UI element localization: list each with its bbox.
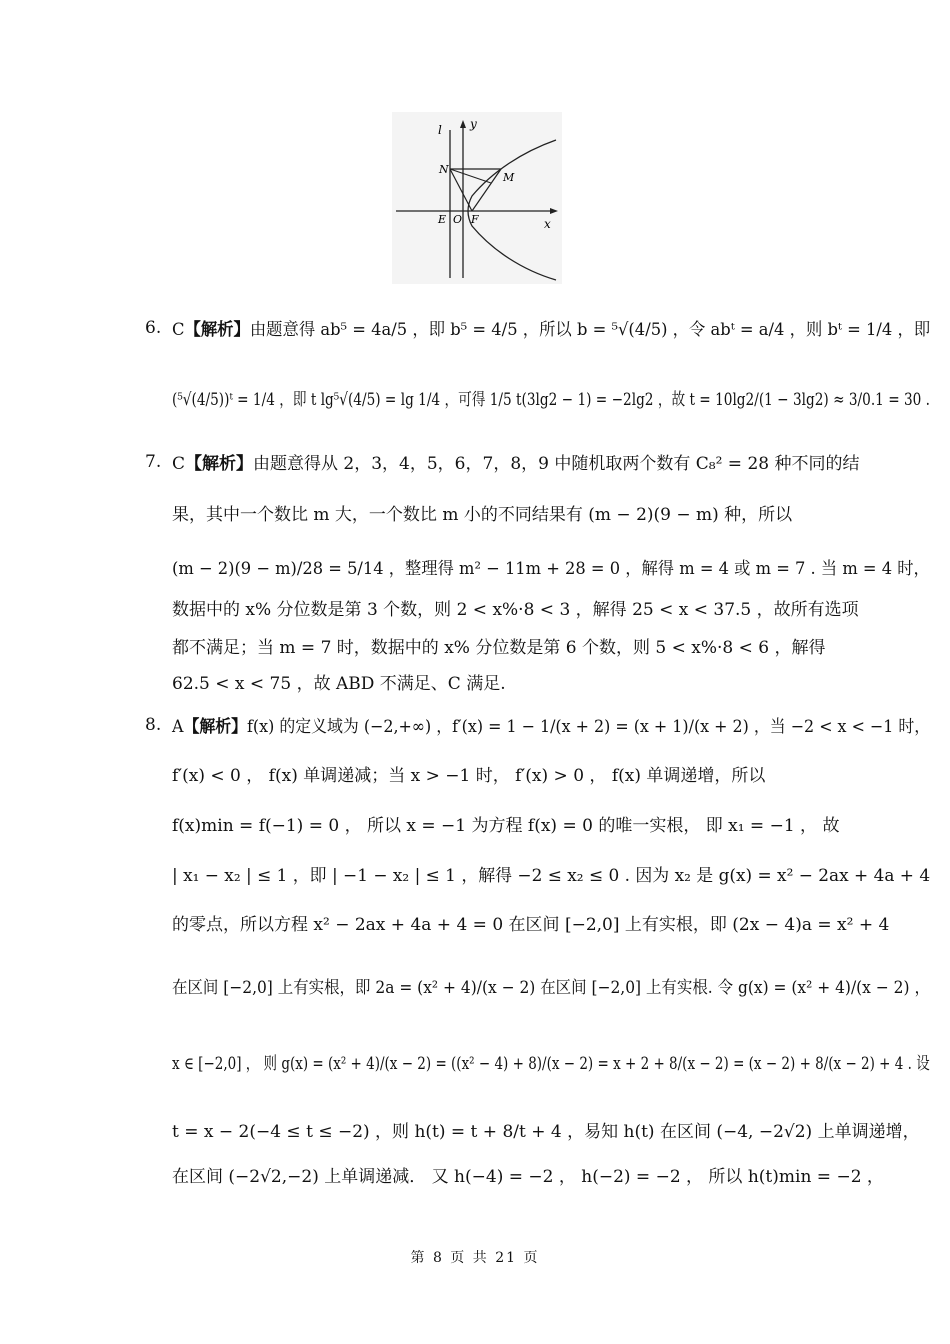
q8-line-3: f(x)min = f(−1) = 0 ， 所以 x = −1 为方程 f(x) = 0 的唯一实根， 即 x₁ = −1 ， 故 (172, 816, 840, 836)
q7-tag: 【解析】 (185, 454, 254, 474)
q6-tag: 【解析】 (184, 320, 250, 340)
q7-line-5: 都不满足；当 m = 7 时，数据中的 x% 分位数是第 6 个数，则 5 < x%·8 < 6 ，解得 (172, 638, 826, 658)
label-F: F (471, 213, 479, 226)
q7-answer: C (172, 454, 186, 474)
label-N: N (439, 163, 449, 176)
q8-line-1 (172, 715, 930, 739)
q6-line-2: (⁵√(4/5))ᵗ = 1/4 ，即 t lg⁵√(4/5) = lg 1/4 ，可得 1/5 t(3lg2 − 1) = −2lg2 ，故 t = 10lg2/(1 − 3lg2) ≈ 3/0.1 = 30 . (172, 390, 931, 410)
q8-line-7: x ∈ [−2,0] ， 则 g(x) = (x² + 4)/(x − 2) = ((x² − 4) + 8)/(x − 2) = x + 2 + 8/(x − 2) = (x − 2) + 8/(x − 2) + 4 . 设 (172, 1054, 930, 1074)
q7-line-2: 果，其中一个数比 m 大，一个数比 m 小的不同结果有 (m − 2)(9 − m) 种，所以 (172, 505, 793, 525)
q6-number: 6. (145, 318, 162, 338)
q8-tag: 【解析】 (183, 717, 248, 737)
q8-line-4: | x₁ − x₂ | ≤ 1 ，即 | −1 − x₂ | ≤ 1 ，解得 −2 ≤ x₂ ≤ 0 . 因为 x₂ 是 g(x) = x² − 2ax + 4a + 4 (172, 866, 931, 886)
q8-text-1: f(x) 的定义域为 (−2,+∞) ，f′(x) = 1 − 1/(x + 2) = (x + 1)/(x + 2) ，当 −2 < x < −1 时， (247, 717, 931, 737)
q7-line-3: (m − 2)(9 − m)/28 = 5/14 ，整理得 m² − 11m + 28 = 0 ，解得 m = 4 或 m = 7 . 当 m = 4 时， (172, 559, 930, 579)
q8-line-8: t = x − 2(−4 ≤ t ≤ −2) ，则 h(t) = t + 8/t + 4 ，易知 h(t) 在区间 (−4, −2√2) 上单调递增， (172, 1122, 920, 1142)
q8-line-9: 在区间 (−2√2,−2) 上单调递减． 又 h(−4) = −2 ， h(−2) = −2 ， 所以 h(t)min = −2 ， (172, 1167, 884, 1187)
page-footer: 第 8 页 共 21 页 (410, 1250, 540, 1266)
q8-number: 8. (145, 715, 162, 735)
q8-line-2: f′(x) < 0 ， f(x) 单调递减；当 x > −1 时， f′(x) > 0 ， f(x) 单调递增，所以 (172, 766, 766, 786)
label-E: E (438, 213, 447, 226)
label-y: y (470, 117, 477, 131)
label-O: O (453, 213, 463, 226)
q8-answer: A (172, 717, 184, 737)
figure-background (392, 112, 562, 284)
label-M: M (503, 171, 515, 184)
q8-line-5: 的零点，所以方程 x² − 2ax + 4a + 4 = 0 在区间 [−2,0] 上有实根，即 (2x − 4)a = x² + 4 (172, 915, 890, 935)
parabola-figure (392, 112, 562, 284)
label-l: l (438, 123, 442, 137)
q7-text-1: 由题意得从 2，3，4，5，6，7，8，9 中随机取两个数有 C₈² = 28 种不同的结 (253, 454, 860, 474)
q6-line-1 (172, 318, 930, 342)
q7-line-1 (172, 452, 859, 476)
q8-line-6: 在区间 [−2,0] 上有实根，即 2a = (x² + 4)/(x − 2) 在区间 [−2,0] 上有实根. 令 g(x) = (x² + 4)/(x − 2) ， (172, 978, 930, 998)
q7-number: 7. (145, 452, 162, 472)
label-x: x (544, 217, 551, 231)
q6-answer: C (172, 320, 185, 340)
q7-line-6: 62.5 < x < 75 ，故 ABD 不满足、C 满足. (172, 674, 506, 694)
q6-text-1: 由题意得 ab⁵ = 4a/5 ，即 b⁵ = 4/5 ，所以 b = ⁵√(4/5) ，令 abᵗ = a/4 ，则 bᵗ = 1/4 ，即 (249, 320, 931, 340)
q7-line-4: 数据中的 x% 分位数是第 3 个数，则 2 < x%·8 < 3 ，解得 25 < x < 37.5 ，故所有选项 (172, 600, 859, 620)
